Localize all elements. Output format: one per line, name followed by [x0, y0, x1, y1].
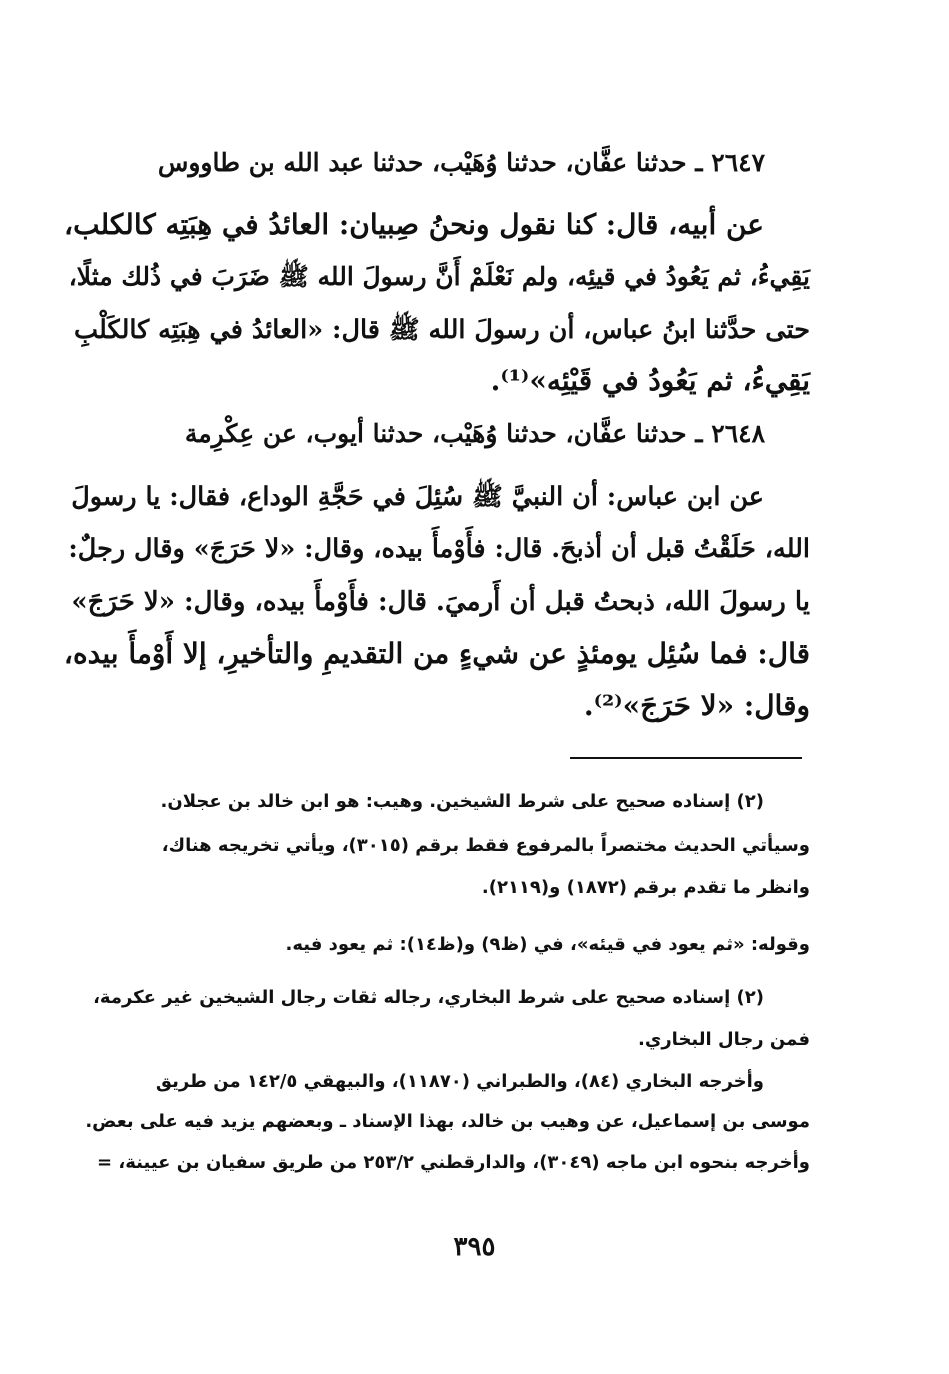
- footnote-line-8: موسى بن إسماعيل، عن وهيب بن خالد، بهذا الإسناد ـ وبعضهم يزيد فيه على بعض.: [85, 1111, 810, 1132]
- hadith-2648-line-4: قال: فما سُئِل يومئذٍ عن شيءٍ من التقديمِ والتأخيرِ، إلا أَوْمأَ بيده،: [63, 637, 810, 670]
- footnote-line-6: فمن رجال البخاري.: [637, 1029, 810, 1050]
- footnote-line-1: (٢) إسناده صحيح على شرط الشيخين. وهيب: هو ابن خالد بن عجلان.: [160, 791, 764, 812]
- hadith-2647-line-4: يَقِيءُ، ثم يَعُودُ في قَيْئِه»⁽¹⁾.: [490, 364, 810, 397]
- footnote-line-4: وقوله: «ثم يعود في قيئه»، في (ظ٩) و(ظ١٤): ثم يعود فيه.: [285, 934, 810, 955]
- footnote-separator: [570, 757, 802, 759]
- footnote-line-3: وانظر ما تقدم برقم (١٨٧٢) و(٢١١٩).: [481, 877, 810, 898]
- footnote-line-7: وأخرجه البخاري (٨٤)، والطبراني (١١٨٧٠)، والبيهقي ١٤٢/٥ من طريق: [155, 1071, 764, 1092]
- hadith-2648-line-2: الله، حَلَقْتُ قبل أن أذبحَ. قال: فأَوْمأَ بيده، وقال: «لا حَرَجَ» وقال رجلٌ:: [68, 534, 810, 564]
- hadith-2648-line-1: عن ابن عباس: أن النبيَّ ﷺ سُئِلَ في حَجَّةِ الوداع، فقال: يا رسولَ: [71, 482, 764, 512]
- hadith-2647-line-2: يَقِيءُ، ثم يَعُودُ في قيئِه، ولم نَعْلَمْ أَنَّ رسولَ الله ﷺ ضَرَبَ في ذُلك مثلًا،: [68, 262, 810, 291]
- footnote-line-5: (٢) إسناده صحيح على شرط البخاري، رجاله ثقات رجال الشيخين غير عكرمة،: [93, 987, 764, 1008]
- page-number: ٣٩٥: [453, 1232, 496, 1262]
- hadith-2647-header: ٢٦٤٧ ـ حدثنا عفَّان، حدثنا وُهَيْب، حدثنا عبد الله بن طاووس: [157, 148, 765, 177]
- footnote-line-9: وأخرجه بنحوه ابن ماجه (٣٠٤٩)، والدارقطني ٢٥٣/٢ من طريق سفيان بن عيينة، =: [97, 1152, 810, 1173]
- hadith-2648-header: ٢٦٤٨ ـ حدثنا عفَّان، حدثنا وُهَيْب، حدثنا أيوب، عن عِكْرِمة: [184, 419, 765, 448]
- hadith-2648-line-5: وقال: «لا حَرَجَ»⁽²⁾.: [583, 689, 810, 722]
- hadith-2648-line-3: يا رسولَ الله، ذبحتُ قبل أن أَرميَ. قال: فأَوْمأَ بيده، وقال: «لا حَرَجَ»: [71, 587, 810, 617]
- footnote-line-2: وسيأتي الحديث مختصراً بالمرفوع فقط برقم (٣٠١٥)، ويأتي تخريجه هناك،: [161, 835, 810, 856]
- hadith-2647-line-3: حتى حدَّثنا ابنُ عباس، أن رسولَ الله ﷺ قال: «العائدُ في هِبَتِه كالكَلْبِ: [74, 315, 810, 345]
- hadith-2647-line-1: عن أبيه، قال: كنا نقول ونحنُ صِبيان: العائدُ في هِبَتِه كالكلب،: [64, 208, 764, 241]
